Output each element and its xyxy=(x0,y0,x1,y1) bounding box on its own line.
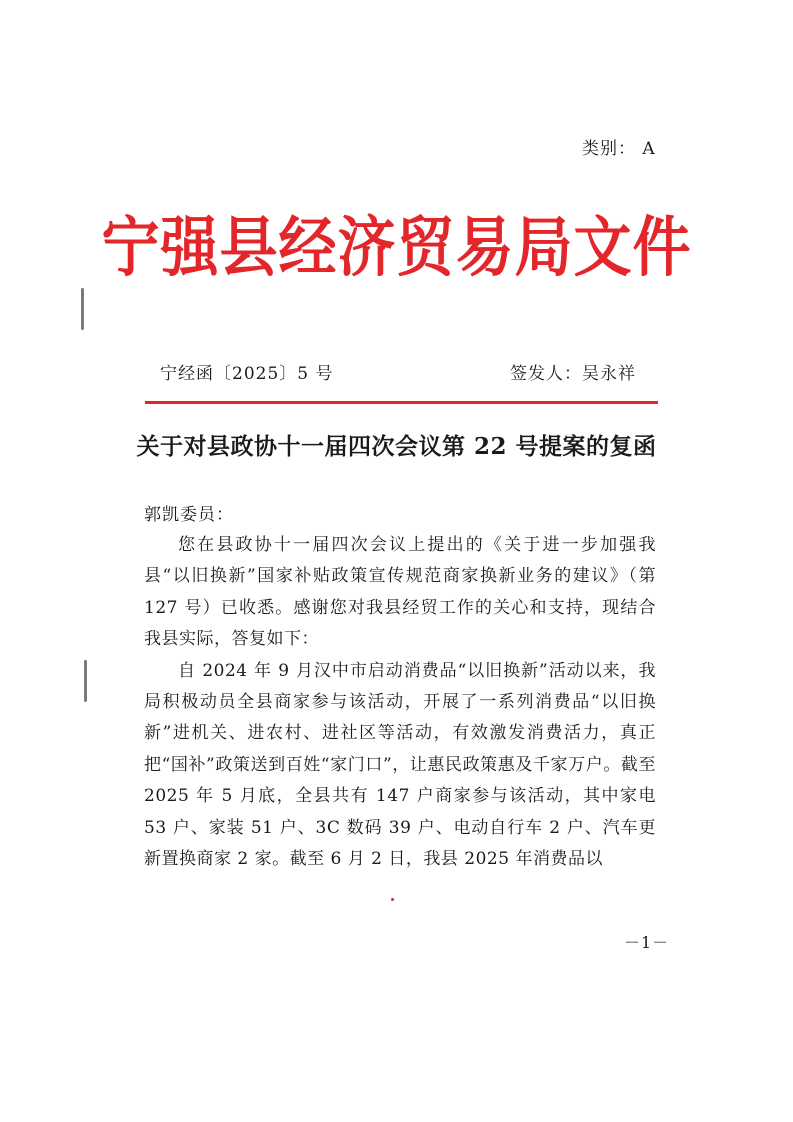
binding-hole-mark xyxy=(84,660,87,702)
scan-speck xyxy=(391,898,394,901)
document-header-title: 宁强县经济贸易局文件 xyxy=(101,208,692,286)
issuer: 签发人：吴永祥 xyxy=(510,364,636,384)
body-text xyxy=(144,530,656,875)
document-category: 类别： A xyxy=(582,139,656,159)
salutation: 郭凯委员： xyxy=(144,505,234,525)
paragraph: 您在县政协十一届四次会议上提出的《关于进一步加强我县“以旧换新”国家补贴政策宣传规范商家换新业务的建议》（第 127 号）已收悉。感谢您对我县经贸工作的关心和支持，现结合我县实际，答复如下： xyxy=(144,535,656,650)
binding-hole-mark xyxy=(81,288,84,330)
page-number: －1－ xyxy=(624,933,670,952)
document-number: 宁经函〔2025〕5 号 xyxy=(160,364,334,384)
paragraph: 自 2024 年 9 月汉中市启动消费品“以旧换新”活动以来，我局积极动员全县商家参与该活动，开展了一系列消费品“以旧换新”进机关、进农村、进社区等活动，有效激发消费活力，真正把“国补”政策送到百姓“家门口”，让惠民政策惠及千家万户。截至 2025 年 5 月底，全县共有 147 户商家参与该活动，其中家电 53 户、家装 51 户、3C 数码 39 户、电动自行车 2 户、汽车更新置换商家 2 家。截至 6 月 2 日，我县 2025 年消费品以 xyxy=(144,660,656,870)
document-subject: 关于对县政协十一届四次会议第 22 号提案的复函 xyxy=(136,433,657,460)
red-divider-line xyxy=(145,401,658,404)
